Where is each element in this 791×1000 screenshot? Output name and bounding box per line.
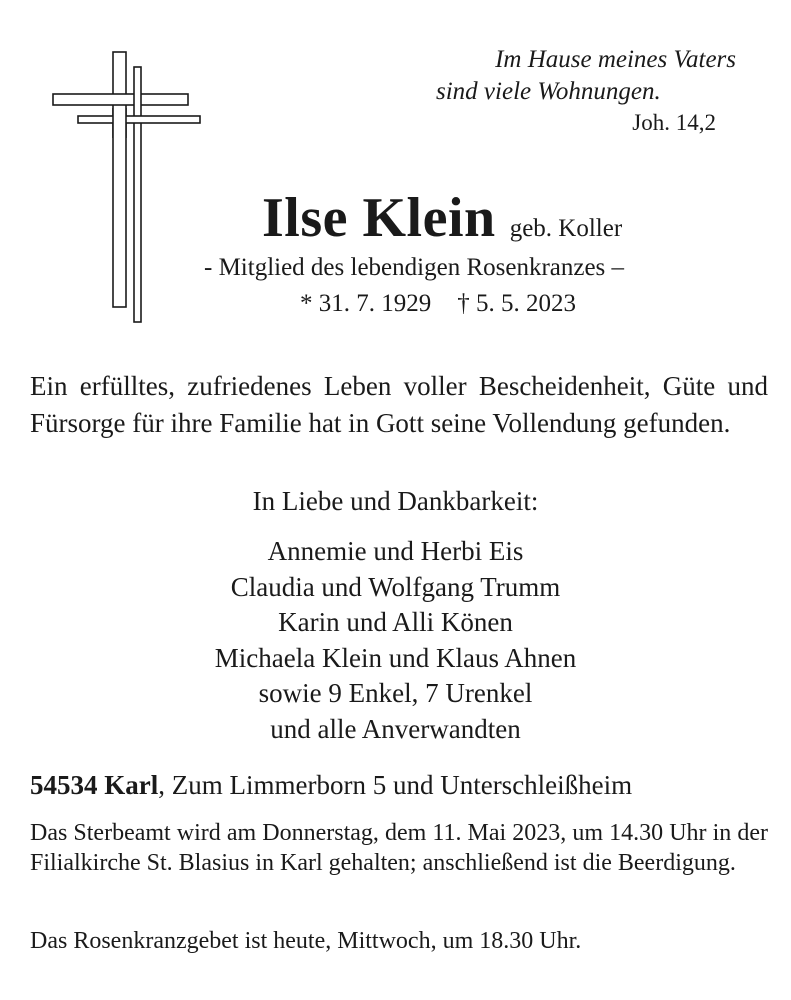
mourner-line: Annemie und Herbi Eis	[267, 536, 524, 566]
double-cross-icon	[48, 48, 208, 328]
funeral-info: Das Sterbeamt wird am Donnerstag, dem 11. Mai 2023, um 14.30 Uhr in der Filialkirche St. Blasius in Karl gehalten; anschließend ist die Beerdigung.	[30, 820, 768, 876]
address-place: 54534 Karl	[30, 770, 159, 800]
deceased-name: Ilse Klein	[262, 187, 496, 249]
rosary-info: Das Rosenkranzgebet ist heute, Mittwoch, um 18.30 Uhr.	[30, 928, 582, 954]
life-dates	[300, 290, 576, 318]
mourner-line: Michaela Klein und Klaus Ahnen	[214, 642, 577, 673]
bible-quote	[400, 44, 736, 108]
death-date: † 5. 5. 2023	[457, 290, 576, 317]
membership-line: - Mitglied des lebendigen Rosenkranzes –	[204, 254, 625, 281]
quote-line-2: sind viele Wohnungen.	[436, 78, 661, 105]
intro-paragraph: Ein erfülltes, zufriedenes Leben voller Bescheidenheit, Güte und Fürsorge für ihre Familie hat in Gott seine Vollendung gefunden.	[30, 371, 768, 438]
mourner-line: und alle Anverwandten	[270, 713, 521, 744]
mourners-list	[0, 534, 791, 747]
address-line	[30, 770, 632, 801]
mourner-line: sowie 9 Enkel, 7 Urenkel	[258, 678, 533, 708]
address-rest: , Zum Limmerborn 5 und Unterschleißheim	[158, 770, 633, 800]
mourner-line: Karin und Alli Könen	[278, 607, 513, 637]
birth-date: * 31. 7. 1929	[300, 290, 432, 317]
birth-name: geb. Koller	[509, 215, 623, 242]
mourner-line: Claudia und Wolfgang Trumm	[230, 571, 561, 602]
deceased-name-line	[262, 186, 622, 250]
quote-reference: Joh. 14,2	[632, 110, 716, 135]
quote-line-1: Im Hause meines Vaters	[495, 46, 736, 73]
thanks-line: In Liebe und Dankbarkeit:	[252, 486, 539, 516]
